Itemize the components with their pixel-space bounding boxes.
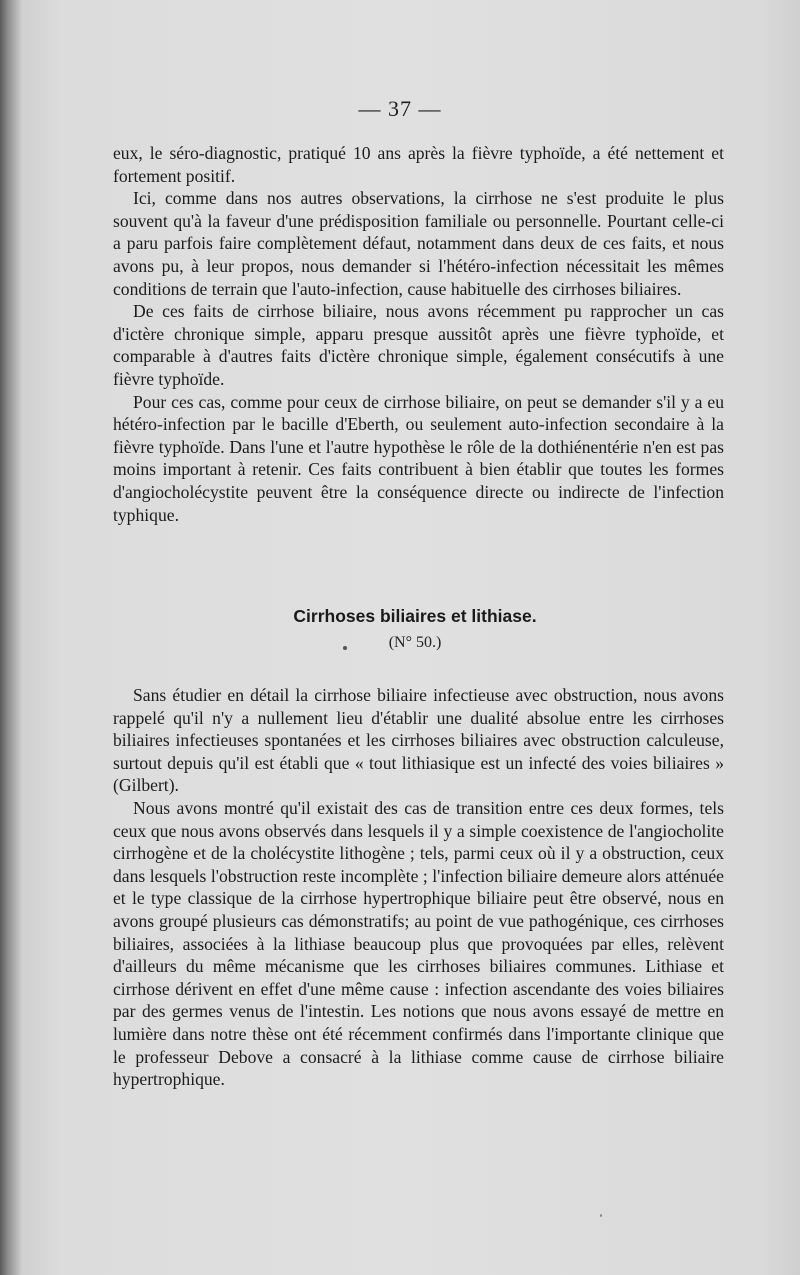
section-1-body: [113, 142, 724, 526]
paragraph: Sans étudier en détail la cirrhose biliaire infectieuse avec obstruction, nous avons rappelé qu'il n'y a nullement lieu d'établir une dualité absolue entre les cirrhoses biliaires infectieuses spontanées et les cirrhoses biliaires avec obstruction calculeuse, surtout depuis qu'il est établi que « tout lithiasique est un infecté des voies biliaires » (Gilbert).: [113, 685, 724, 796]
section-2-body: [113, 684, 724, 1091]
section-title: Cirrhoses biliaires et lithiase.: [293, 606, 537, 626]
scan-speck: [343, 646, 347, 650]
section-reference: (N° 50.): [388, 634, 442, 651]
paragraph: De ces faits de cirrhose biliaire, nous avons récemment pu rapprocher un cas d'ictère chronique simple, apparu presque aussitôt après une fièvre typhoïde, et comparable à d'autres faits d'ictère chronique simple, également consécutifs à une fièvre typhoïde.: [113, 301, 724, 389]
paragraph: eux, le séro-diagnostic, pratiqué 10 ans après la fièvre typhoïde, a été nettement et fortement positif.: [113, 143, 724, 186]
paragraph: Pour ces cas, comme pour ceux de cirrhose biliaire, on peut se demander s'il y a eu hétéro-infection par le bacille d'Eberth, ou seulement auto-infection secondaire à la fièvre typhoïde. Dans l'une et l'autre hypothèse le rôle de la dothiénentérie n'en est pas moins important à retenir. Ces faits contribuent à bien établir que toutes les formes d'angiocholécystite peuvent être la conséquence directe ou indirecte de l'infection typhique.: [113, 391, 724, 525]
scan-speck: [600, 1214, 602, 1217]
page-number: — 37 —: [358, 96, 442, 121]
paragraph: Nous avons montré qu'il existait des cas de transition entre ces deux formes, tels ceux que nous avons observés dans lesquels il y a simple coexistence de l'angiocholite cirrhogène et de la cholécystite lithogène ; tels, parmi ceux où il y a obstruction, ceux dans lesquels l'obstruction reste incomplète ; l'infection biliaire demeure alors atténuée et le type classique de la cirrhose hypertrophique biliaire peut être observé, nous en avons groupé plusieurs cas démonstratifs; au point de vue pathogénique, ces cirrhoses biliaires, associées à la lithiase beaucoup plus que provoquées par elles, relèvent d'ailleurs du même mécanisme que les cirrhoses biliaires communes. Lithiase et cirrhose dérivent en effet d'une même cause : infection ascendante des voies biliaires par des germes venus de l'intestin. Les notions que nous avons essayé de mettre en lumière dans notre thèse ont été récemment confirmés dans l'importante clinique que le professeur Debove a consacré à la lithiase comme cause de cirrhose biliaire hypertrophique.: [113, 797, 724, 1090]
paragraph: Ici, comme dans nos autres observations, la cirrhose ne s'est produite le plus souvent qu'à la faveur d'une prédisposition familiale ou personnelle. Pourtant celle-ci a paru parfois faire complètement défaut, notamment dans deux de ces faits, et nous avons pu, à leur propos, nous demander si l'hétéro-infection nécessitait les mêmes conditions de terrain que l'auto-infection, cause habituelle des cirrhoses biliaires.: [113, 188, 724, 299]
